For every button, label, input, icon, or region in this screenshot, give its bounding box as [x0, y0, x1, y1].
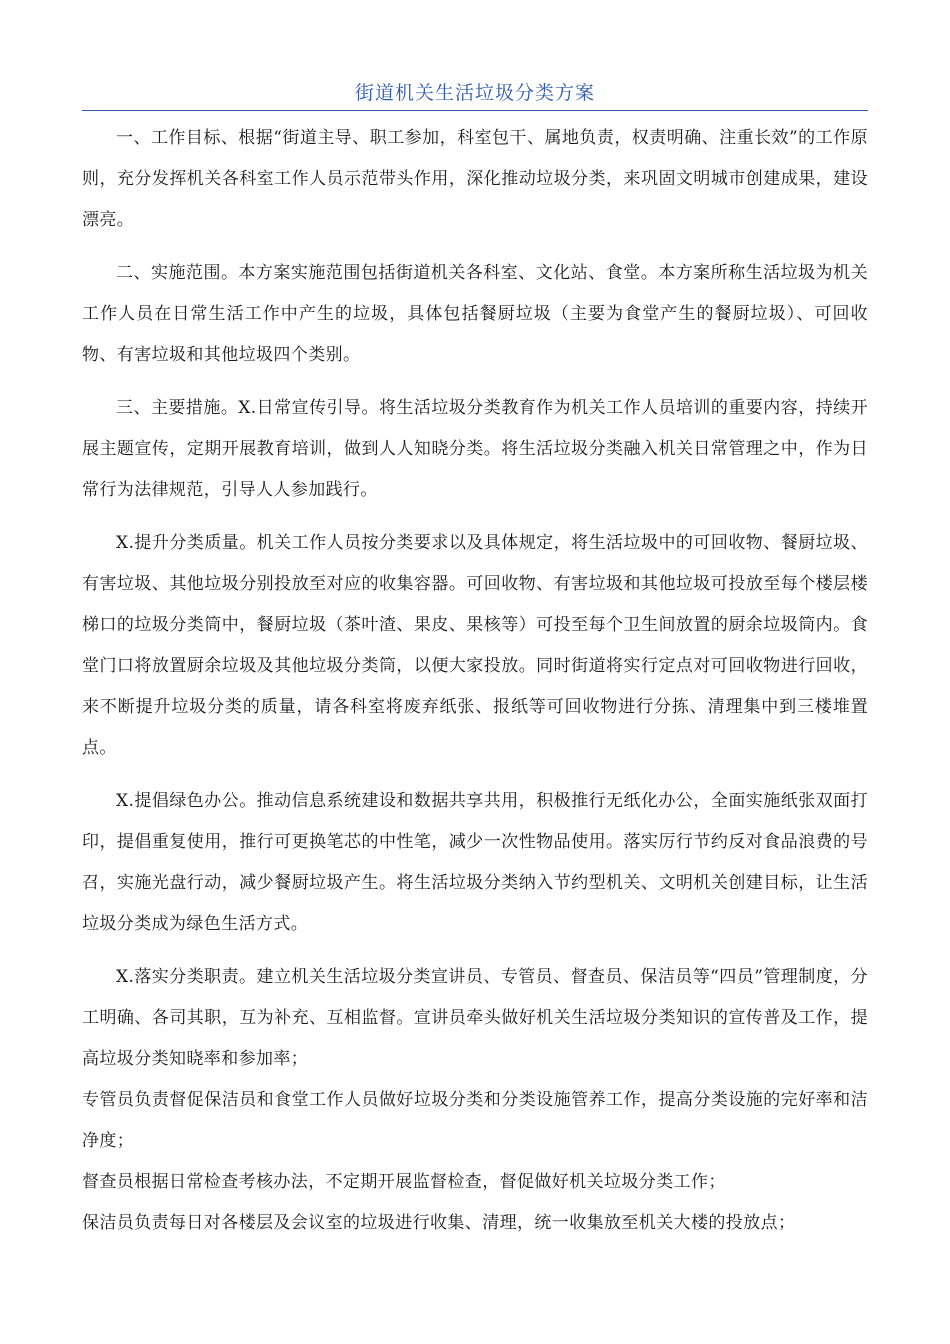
document-title: 街道机关生活垃圾分类方案: [354, 82, 595, 104]
paragraph-scope: 二、实施范围。本方案实施范围包括街道机关各科室、文化站、食堂。本方案所称生活垃圾为机关工作人员在日常生活工作中产生的垃圾，具体包括餐厨垃圾（主要为食堂产生的餐厨垃圾）、可回收物、有害垃圾和其他垃圾四个类别。: [82, 263, 868, 365]
paragraph-main-measures: 三、主要措施。X.日常宣传引导。将生活垃圾分类教育作为机关工作人员培训的重要内容，持续开展主题宣传，定期开展教育培训，做到人人知晓分类。将生活垃圾分类融入机关日常管理之中，作为日常行为法律规范，引导人人参加践行。: [82, 398, 868, 500]
line-manager-duty: 专管员负责督促保洁员和食堂工作人员做好垃圾分类和分类设施管养工作，提高分类设施的完好率和洁净度；: [82, 1090, 868, 1151]
paragraph-work-goal: 一、工作目标、根据“街道主导、职工参加，科室包干、属地负责，权责明确、注重长效”的工作原则，充分发挥机关各科室工作人员示范带头作用，深化推动垃圾分类，来巩固文明城市创建成果，建设漂亮。: [82, 128, 868, 230]
title-divider: [82, 110, 868, 111]
line-cleaner-duty: 保洁员负责每日对各楼层及会议室的垃圾进行收集、清理，统一收集放至机关大楼的投放点；: [82, 1213, 796, 1233]
document-body: [82, 118, 868, 1244]
paragraph-responsibilities: X.落实分类职责。建立机关生活垃圾分类宣讲员、专管员、督查员、保洁员等“四员”管理制度，分工明确、各司其职，互为补充、互相监督。宣讲员牵头做好机关生活垃圾分类知识的宣传普及工作，提高垃圾分类知晓率和参加率；: [82, 967, 868, 1069]
paragraph-green-office: X.提倡绿色办公。推动信息系统建设和数据共享共用，积极推行无纸化办公，全面实施纸张双面打印，提倡重复使用，推行可更换笔芯的中性笔，减少一次性物品使用。落实厉行节约反对食品浪费的号召，实施光盘行动，减少餐厨垃圾产生。将生活垃圾分类纳入节约型机关、文明机关创建目标，让生活垃圾分类成为绿色生活方式。: [82, 791, 868, 934]
paragraph-improve-quality: X.提升分类质量。机关工作人员按分类要求以及具体规定，将生活垃圾中的可回收物、餐厨垃圾、有害垃圾、其他垃圾分别投放至对应的收集容器。可回收物、有害垃圾和其他垃圾可投放至每个楼层楼梯口的垃圾分类筒中，餐厨垃圾（茶叶渣、果皮、果核等）可投至每个卫生间放置的厨余垃圾筒内。食堂门口将放置厨余垃圾及其他垃圾分类筒，以便大家投放。同时街道将实行定点对可回收物进行回收，来不断提升垃圾分类的质量，请各科室将废弃纸张、报纸等可回收物进行分拣、清理集中到三楼堆置点。: [82, 533, 868, 758]
line-inspector-duty: 督查员根据日常检查考核办法，不定期开展监督检查，督促做好机关垃圾分类工作；: [82, 1172, 726, 1192]
